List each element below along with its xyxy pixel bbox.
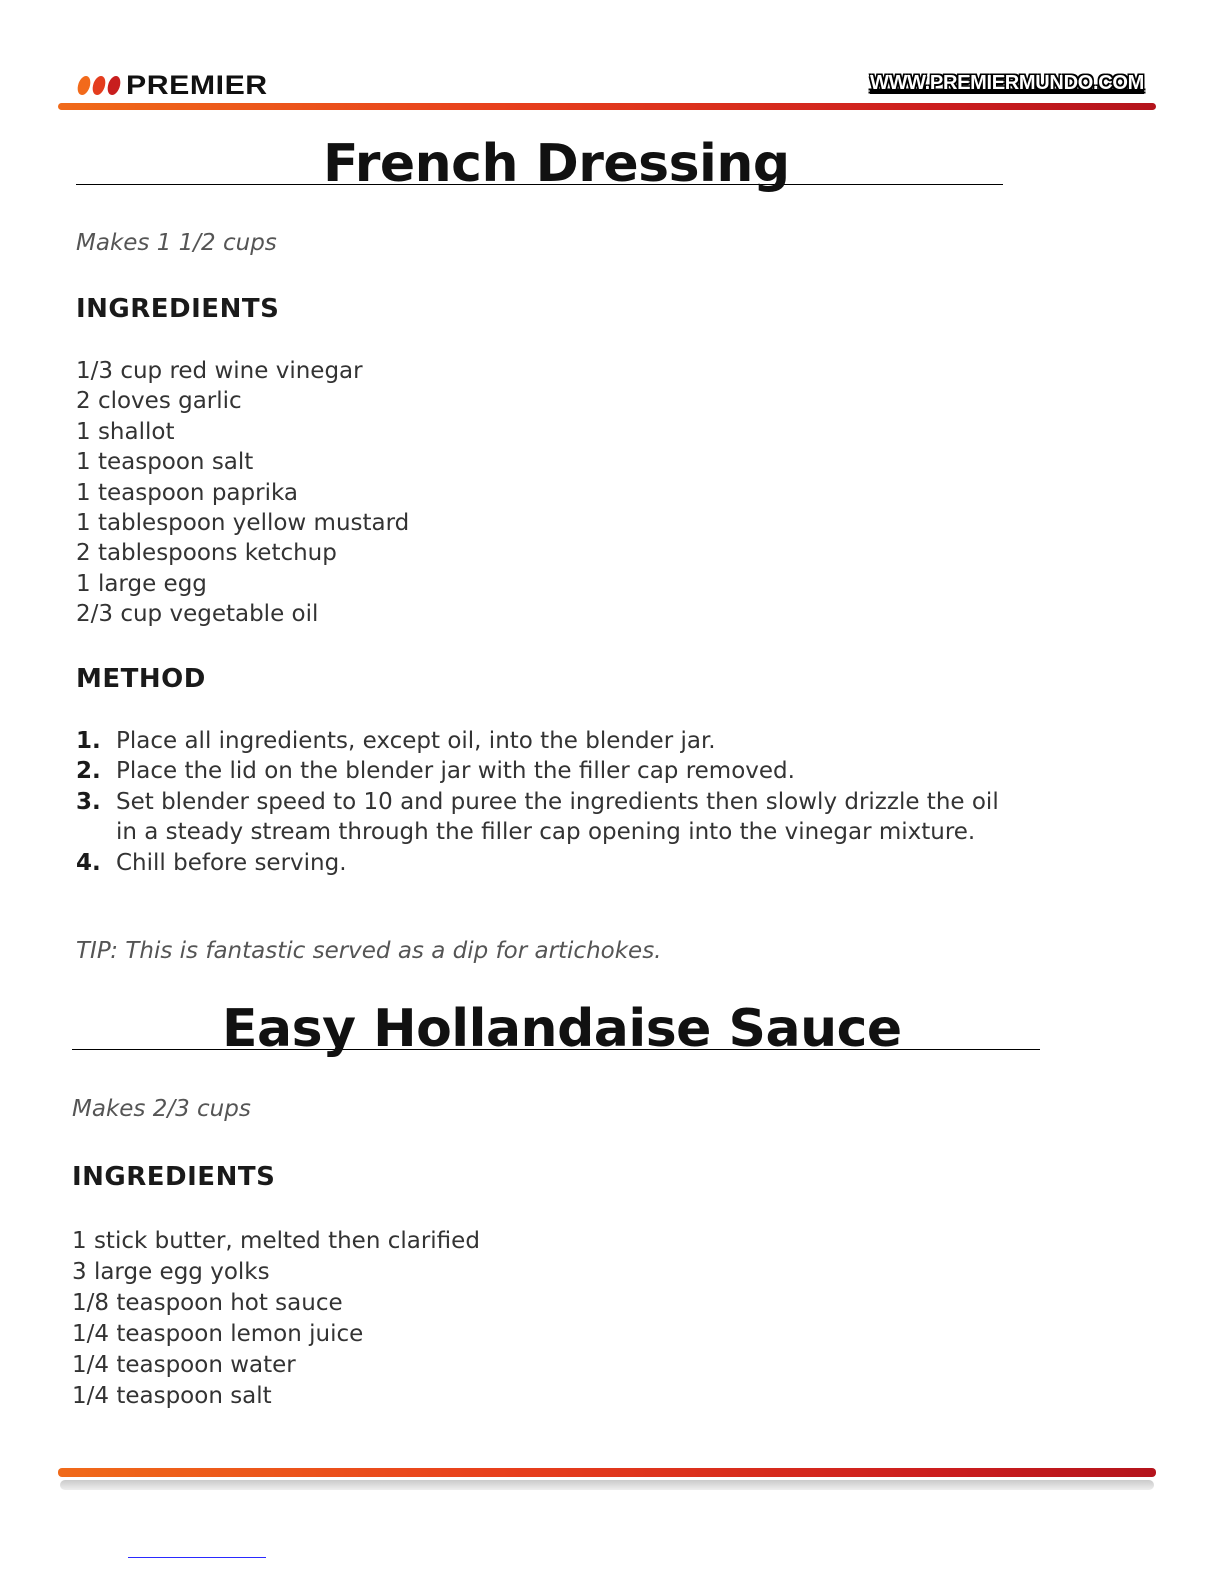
footer-bar-shadow (60, 1480, 1154, 1490)
list-item: 3 large egg yolks (72, 1259, 270, 1285)
method-step (76, 848, 1016, 878)
list-item: 1 teaspoon paprika (76, 479, 298, 506)
method-step (76, 726, 1016, 756)
recipe-yield: Makes 2/3 cups (72, 1096, 251, 1122)
header-divider-bar (58, 103, 1156, 110)
method-step (76, 756, 1016, 786)
ingredients-heading: INGREDIENTS (72, 1162, 276, 1192)
step-text: Place the lid on the blender jar with the filler cap removed. (116, 758, 795, 785)
ingredients-list (72, 1226, 480, 1412)
step-text: Set blender speed to 10 and puree the ingredients then slowly drizzle the oil in a steady stream through the filler cap opening into the vinegar mixture. (116, 788, 999, 846)
step-number: 4. (76, 849, 101, 876)
recipe-title: French Dressing (323, 134, 790, 194)
list-item: 1/3 cup red wine vinegar (76, 358, 363, 384)
recipe-yield: Makes 1 1/2 cups (76, 230, 277, 256)
logo-text: PREMIER (126, 69, 268, 100)
list-item: 2/3 cup vegetable oil (76, 601, 319, 628)
recipe-tip: TIP: This is fantastic served as a dip for artichokes. (76, 938, 662, 964)
logo-dot (91, 76, 107, 95)
list-item: 1/8 teaspoon hot sauce (72, 1290, 343, 1316)
list-item: 2 tablespoons ketchup (76, 540, 337, 567)
list-item: 1/4 teaspoon salt (72, 1383, 272, 1409)
ingredients-list (76, 356, 409, 630)
list-item: 1 tablespoon yellow mustard (76, 510, 410, 537)
footer-link-underline[interactable] (128, 1557, 266, 1558)
list-item: 1 large egg (76, 570, 207, 597)
logo-dot (106, 76, 122, 95)
recipe-title: Easy Hollandaise Sauce (222, 999, 902, 1059)
step-text: Place all ingredients, except oil, into the blender jar. (116, 728, 716, 754)
list-item: 1 stick butter, melted then clarified (72, 1228, 480, 1254)
list-item: 2 cloves garlic (76, 388, 242, 415)
ingredients-heading: INGREDIENTS (76, 294, 280, 324)
step-number: 3. (76, 788, 101, 815)
list-item: 1/4 teaspoon water (72, 1352, 296, 1378)
list-item: 1 teaspoon salt (76, 449, 254, 476)
step-text: Chill before serving. (116, 849, 347, 876)
logo-dot (76, 76, 92, 95)
website-link[interactable]: WWW.PREMIERMUNDO.COM (870, 72, 1144, 94)
list-item: 1/4 teaspoon lemon juice (72, 1321, 364, 1347)
method-step (76, 787, 1016, 848)
footer-divider-bar (58, 1468, 1156, 1477)
step-number: 2. (76, 758, 101, 785)
method-steps (76, 726, 1016, 878)
page-header (60, 68, 1160, 108)
logo-dots-icon (78, 76, 120, 95)
method-heading: METHOD (76, 664, 206, 694)
step-number: 1. (76, 728, 101, 754)
premier-logo (78, 68, 268, 102)
list-item: 1 shallot (76, 418, 175, 445)
